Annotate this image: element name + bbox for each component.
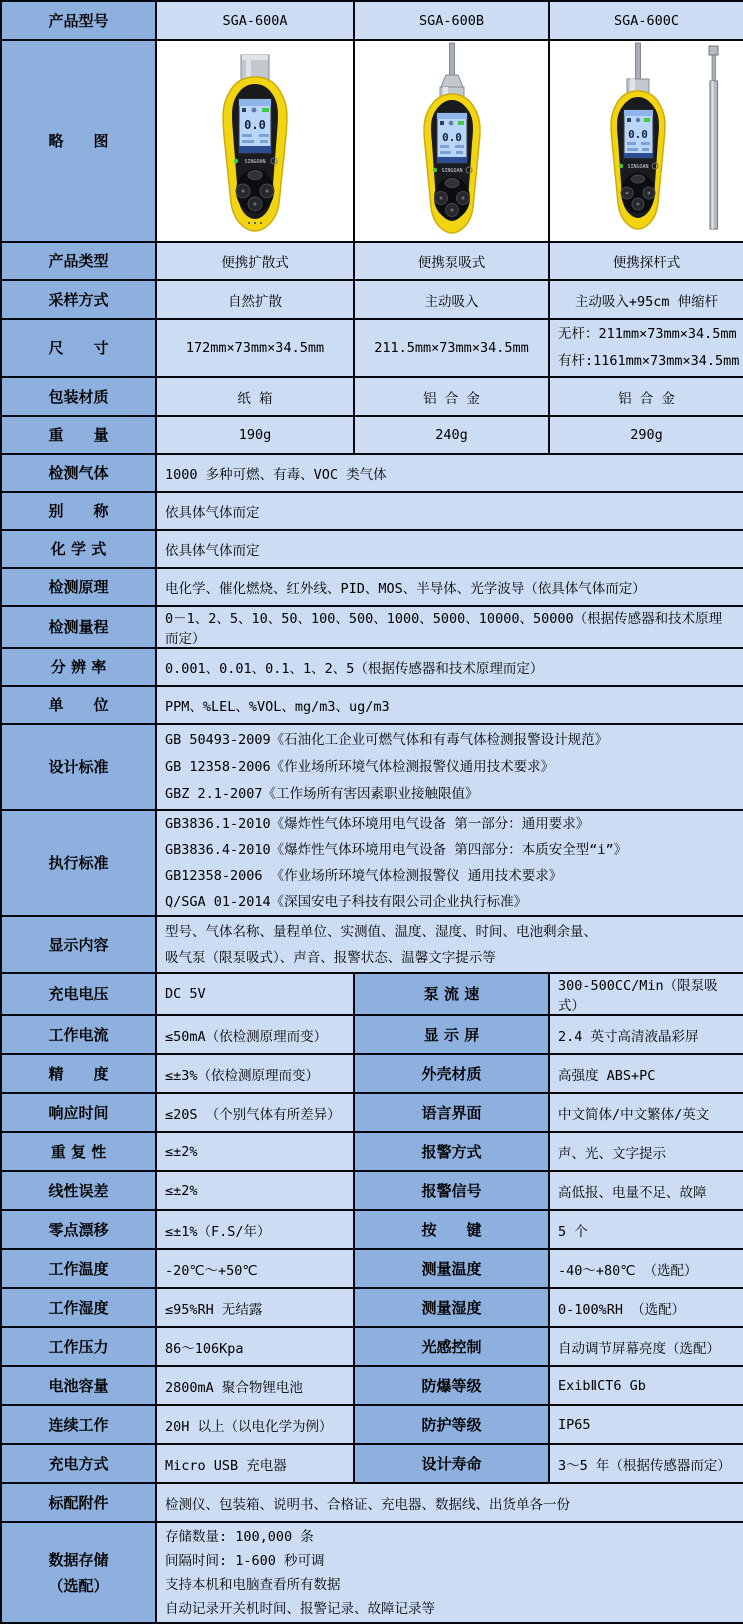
light-control-label: 光感控制 — [354, 1327, 549, 1366]
working-humidity-label: 工作湿度 — [1, 1288, 156, 1327]
row-detect-gas — [1, 454, 743, 492]
model-name-c: SGA-600C — [549, 1, 743, 40]
sampling-c: 主动吸入+95cm 伸缩杆 — [549, 280, 743, 319]
product-image-sga-600b — [354, 40, 549, 242]
explosion-rating-value: ExibⅡCT6 Gb — [549, 1366, 743, 1405]
packaging-c: 铝 合 金 — [549, 377, 743, 416]
zero-drift-label: 零点漂移 — [1, 1210, 156, 1249]
row-product-type — [1, 242, 743, 280]
row-product-model — [1, 1, 743, 40]
exec-standard-label: 执行标准 — [1, 810, 156, 916]
accuracy-label: 精 度 — [1, 1054, 156, 1093]
data-storage-line: 支持本机和电脑查看所有数据 — [165, 1576, 341, 1593]
protection-rating-value: IP65 — [549, 1405, 743, 1444]
charge-voltage-label: 充电电压 — [1, 973, 156, 1015]
row-design-standard — [1, 724, 743, 810]
product-image-sga-600a — [156, 40, 354, 242]
working-pressure-label: 工作压力 — [1, 1327, 156, 1366]
display-content-value — [156, 916, 743, 973]
row-charge-method-design-life — [1, 1444, 743, 1483]
shell-material-value: 高强度 ABS+PC — [549, 1054, 743, 1093]
device-illustration-b — [377, 41, 527, 237]
alias-label: 别 称 — [1, 492, 156, 530]
shell-material-label: 外壳材质 — [354, 1054, 549, 1093]
data-storage-value — [156, 1522, 743, 1623]
repeatability-label: 重 复 性 — [1, 1132, 156, 1171]
svg-text:0.0: 0.0 — [244, 118, 266, 132]
measure-temp-value: -40～+80℃ （选配） — [549, 1249, 743, 1288]
explosion-rating-label: 防爆等级 — [354, 1366, 549, 1405]
alarm-mode-label: 报警方式 — [354, 1132, 549, 1171]
row-linearity-alarm-signal — [1, 1171, 743, 1210]
display-screen-label: 显 示 屏 — [354, 1015, 549, 1054]
working-current-value: ≤50mA（依检测原理而变） — [156, 1015, 354, 1054]
svg-text:SINGOAN: SINGOAN — [627, 164, 649, 170]
protection-rating-label: 防护等级 — [354, 1405, 549, 1444]
working-temp-label: 工作温度 — [1, 1249, 156, 1288]
row-continuous-work-protection-rating — [1, 1405, 743, 1444]
display-screen-value: 2.4 英寸高清液晶彩屏 — [549, 1015, 743, 1054]
row-resolution — [1, 648, 743, 686]
row-response-time-language — [1, 1093, 743, 1132]
response-time-label: 响应时间 — [1, 1093, 156, 1132]
sampling-method-label: 采样方式 — [1, 280, 156, 319]
packaging-a: 纸 箱 — [156, 377, 354, 416]
weight-b: 240g — [354, 416, 549, 454]
resolution-label: 分 辨 率 — [1, 648, 156, 686]
data-storage-line: 存储数量: 100,000 条 — [165, 1528, 314, 1545]
weight-label: 重 量 — [1, 416, 156, 454]
weight-a: 190g — [156, 416, 354, 454]
telescopic-rod-illustration — [709, 46, 718, 229]
exec-standard-line: GB3836.1-2010《爆炸性气体环境用电气设备 第一部分：通用要求》 — [165, 816, 590, 832]
chemical-formula-value: 依具体气体而定 — [156, 530, 743, 568]
product-type-b: 便携泵吸式 — [354, 242, 549, 280]
linearity-error-label: 线性误差 — [1, 1171, 156, 1210]
keys-value: 5 个 — [549, 1210, 743, 1249]
exec-standard-value — [156, 810, 743, 916]
design-standard-label: 设计标准 — [1, 724, 156, 810]
dimensions-c — [549, 319, 743, 377]
measure-humidity-label: 测量湿度 — [354, 1288, 549, 1327]
dimensions-b: 211.5mm×73mm×34.5mm — [354, 319, 549, 377]
row-working-temp-measure-temp — [1, 1249, 743, 1288]
alarm-signal-value: 高低报、电量不足、故障 — [549, 1171, 743, 1210]
row-data-storage — [1, 1522, 743, 1623]
row-exec-standard — [1, 810, 743, 916]
continuous-work-value: 20H 以上（以电化学为例） — [156, 1405, 354, 1444]
dimensions-c-without-rod: 无杆：211mm×73mm×34.5mm — [558, 326, 737, 342]
design-standard-line: GB 50493-2009《石油化工企业可燃气体和有毒气体检测报警设计规范》 — [165, 731, 609, 748]
working-current-label: 工作电流 — [1, 1015, 156, 1054]
row-sampling-method — [1, 280, 743, 319]
light-control-value: 自动调节屏幕亮度（选配） — [549, 1327, 743, 1366]
chemical-formula-label: 化 学 式 — [1, 530, 156, 568]
model-name-a: SGA-600A — [156, 1, 354, 40]
product-type-c: 便携探杆式 — [549, 242, 743, 280]
alarm-mode-value: 声、光、文字提示 — [549, 1132, 743, 1171]
design-standard-line: GBZ 2.1-2007《工作场所有害因素职业接触限值》 — [165, 785, 479, 802]
alias-value: 依具体气体而定 — [156, 492, 743, 530]
product-type-a: 便携扩散式 — [156, 242, 354, 280]
detect-range-value: 0－1、2、5、10、50、100、500、1000、5000、10000、50000（根据传感器和技术原理而定） — [156, 606, 743, 648]
svg-text:SINGOAN: SINGOAN — [244, 159, 266, 165]
detect-gas-value: 1000 多种可燃、有毒、VOC 类气体 — [156, 454, 743, 492]
svg-text:0.0: 0.0 — [628, 128, 648, 141]
keys-label: 按 键 — [354, 1210, 549, 1249]
row-packaging-material — [1, 377, 743, 416]
data-storage-label-line2: （选配） — [48, 1576, 109, 1595]
data-storage-line: 自动记录开关机时间、报警记录、故障记录等 — [165, 1600, 435, 1617]
row-working-current-display-screen — [1, 1015, 743, 1054]
accuracy-value: ≤±3%（依检测原理而变） — [156, 1054, 354, 1093]
row-display-content — [1, 916, 743, 973]
measure-humidity-value: 0-100%RH （选配） — [549, 1288, 743, 1327]
device-illustration-c — [558, 41, 743, 237]
detect-gas-label: 检测气体 — [1, 454, 156, 492]
repeatability-value: ≤±2% — [156, 1132, 354, 1171]
detect-principle-label: 检测原理 — [1, 568, 156, 606]
accessories-label: 标配附件 — [1, 1483, 156, 1522]
dimensions-label: 尺 寸 — [1, 319, 156, 377]
svg-text:SINGOAN: SINGOAN — [440, 168, 463, 174]
charge-method-value: Micro USB 充电器 — [156, 1444, 354, 1483]
unit-label: 单 位 — [1, 686, 156, 724]
design-standard-value — [156, 724, 743, 810]
row-dimensions — [1, 319, 743, 377]
working-pressure-value: 86～106Kpa — [156, 1327, 354, 1366]
product-type-label: 产品类型 — [1, 242, 156, 280]
dimensions-c-with-rod: 有杆:1161mm×73mm×34.5mm — [558, 353, 740, 369]
design-life-value: 3～5 年（根据传感器而定） — [549, 1444, 743, 1483]
language-label: 语言界面 — [354, 1093, 549, 1132]
row-weight — [1, 416, 743, 454]
pump-flow-value: 300-500CC/Min（限泵吸式） — [549, 973, 743, 1015]
row-charge-voltage-pump-flow — [1, 973, 743, 1015]
row-detect-principle — [1, 568, 743, 606]
measure-temp-label: 测量温度 — [354, 1249, 549, 1288]
row-battery-capacity-explosion-rating — [1, 1366, 743, 1405]
row-chemical-formula — [1, 530, 743, 568]
data-storage-label-line1: 数据存储 — [48, 1550, 109, 1569]
exec-standard-line: Q/SGA 01-2014《深国安电子科技有限公司企业执行标准》 — [165, 894, 528, 910]
working-temp-value: -20℃～+50℃ — [156, 1249, 354, 1288]
resolution-value: 0.001、0.01、0.1、1、2、5（根据传感器和技术原理而定） — [156, 648, 743, 686]
model-name-b: SGA-600B — [354, 1, 549, 40]
battery-capacity-value: 2800mA 聚合物锂电池 — [156, 1366, 354, 1405]
exec-standard-line: GB12358-2006 《作业场所环境气体检测报警仪 通用技术要求》 — [165, 868, 563, 884]
row-sketch — [1, 40, 743, 242]
data-storage-line: 间隔时间: 1-600 秒可调 — [165, 1552, 325, 1569]
unit-value: PPM、%LEL、%VOL、mg/m3、ug/m3 — [156, 686, 743, 724]
device-illustration-a — [180, 41, 330, 237]
sampling-b: 主动吸入 — [354, 280, 549, 319]
display-content-line: 吸气泵（限泵吸式）、声音、报警状态、温馨文字提示等 — [165, 949, 496, 966]
product-model-label: 产品型号 — [1, 1, 156, 40]
row-alias — [1, 492, 743, 530]
design-standard-line: GB 12358-2006《作业场所环境气体检测报警仪通用技术要求》 — [165, 758, 555, 775]
exec-standard-line: GB3836.4-2010《爆炸性气体环境用电气设备 第四部分：本质安全型“i”》 — [165, 842, 628, 858]
packaging-b: 铝 合 金 — [354, 377, 549, 416]
detect-principle-value: 电化学、催化燃烧、红外线、PID、MOS、半导体、光学波导（依具体气体而定） — [156, 568, 743, 606]
sketch-label: 略 图 — [1, 40, 156, 242]
dimensions-a: 172mm×73mm×34.5mm — [156, 319, 354, 377]
display-content-line: 型号、气体名称、量程单位、实测值、温度、湿度、时间、电池剩余量、 — [165, 923, 597, 940]
accessories-value: 检测仪、包装箱、说明书、合格证、充电器、数据线、出货单各一份 — [156, 1483, 743, 1522]
linearity-error-value: ≤±2% — [156, 1171, 354, 1210]
weight-c: 290g — [549, 416, 743, 454]
row-working-pressure-light-control — [1, 1327, 743, 1366]
alarm-signal-label: 报警信号 — [354, 1171, 549, 1210]
row-zero-drift-keys — [1, 1210, 743, 1249]
zero-drift-value: ≤±1%（F.S/年） — [156, 1210, 354, 1249]
row-detect-range — [1, 606, 743, 648]
product-image-sga-600c — [549, 40, 743, 242]
charge-method-label: 充电方式 — [1, 1444, 156, 1483]
data-storage-label — [1, 1522, 156, 1623]
response-time-value: ≤20S （个别气体有所差异） — [156, 1093, 354, 1132]
working-humidity-value: ≤95%RH 无结露 — [156, 1288, 354, 1327]
packaging-label: 包装材质 — [1, 377, 156, 416]
row-accuracy-shell-material — [1, 1054, 743, 1093]
row-working-humidity-measure-humidity — [1, 1288, 743, 1327]
detect-range-label: 检测量程 — [1, 606, 156, 648]
svg-text:0.0: 0.0 — [441, 131, 462, 144]
battery-capacity-label: 电池容量 — [1, 1366, 156, 1405]
row-repeatability-alarm-mode — [1, 1132, 743, 1171]
row-accessories — [1, 1483, 743, 1522]
sampling-a: 自然扩散 — [156, 280, 354, 319]
pump-flow-label: 泵 流 速 — [354, 973, 549, 1015]
language-value: 中文简体/中文繁体/英文 — [549, 1093, 743, 1132]
display-content-label: 显示内容 — [1, 916, 156, 973]
row-unit — [1, 686, 743, 724]
design-life-label: 设计寿命 — [354, 1444, 549, 1483]
continuous-work-label: 连续工作 — [1, 1405, 156, 1444]
charge-voltage-value: DC 5V — [156, 973, 354, 1015]
